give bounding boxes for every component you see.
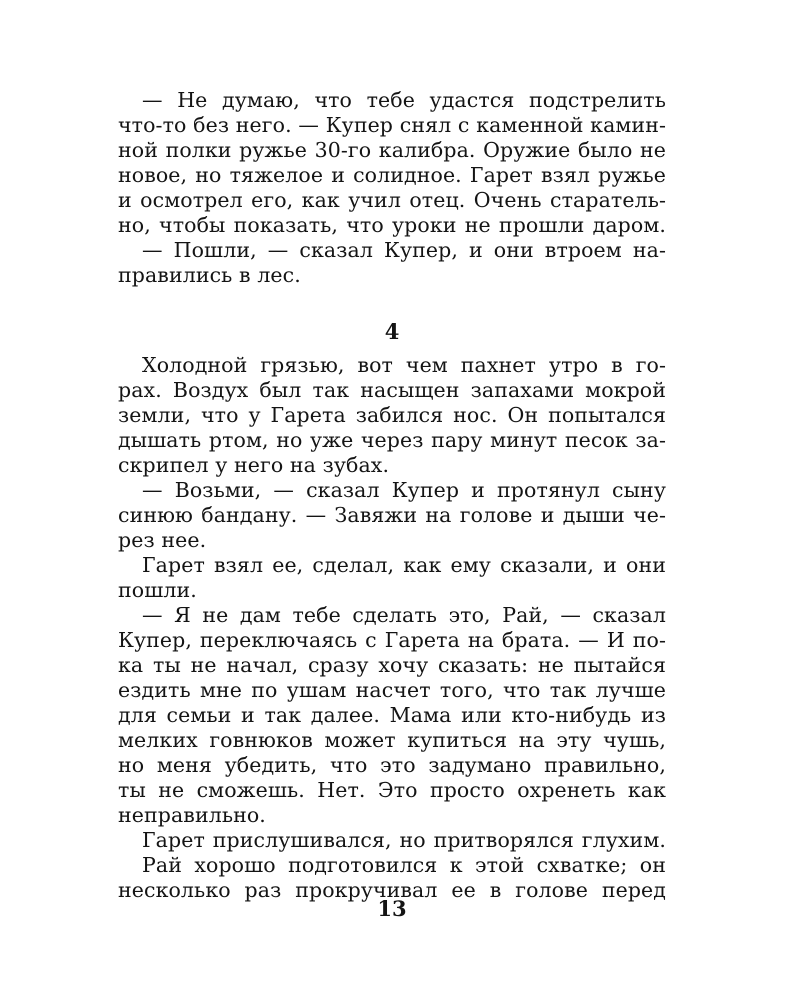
text-line: — Я не дам тебе сделать это, Рай, — сказал xyxy=(142,603,666,627)
text-line: что-то без него. — Купер снял с каменной камин- xyxy=(118,113,666,137)
text-line: Холодной грязью, вот чем пахнет утро в го- xyxy=(142,353,666,377)
book-page xyxy=(118,88,666,921)
text-line: земли, что у Гарета забился нос. Он попытался xyxy=(118,403,666,427)
text-line: ной полки ружье 30-го калибра. Оружие было не xyxy=(118,138,666,162)
chapter-number: 4 xyxy=(384,319,400,344)
text-line: мелких говнюков может купиться на эту чушь, xyxy=(118,728,666,752)
text-block-chapter-4 xyxy=(118,353,666,903)
text-line: — Возьми, — сказал Купер и протянул сыну xyxy=(142,478,666,502)
text-line: синюю бандану. — Завяжи на голове и дыши че- xyxy=(118,503,666,527)
text-line: — Пошли, — сказал Купер, и они втроем на- xyxy=(142,238,666,262)
text-line: Купер, переключаясь с Гарета на брата. — И по- xyxy=(118,628,666,652)
text-line: Гарет взял ее, сделал, как ему сказали, и они xyxy=(142,553,666,577)
text-line: но меня убедить, что это задумано правильно, xyxy=(118,753,666,777)
text-line: пошли. xyxy=(118,578,197,602)
text-line: ка ты не начал, сразу хочу сказать: не пытайся xyxy=(118,653,666,677)
text-line: рез нее. xyxy=(118,528,207,552)
text-line: неправильно. xyxy=(118,803,266,827)
text-line: несколько раз прокручивал ее в голове перед xyxy=(118,878,666,902)
text-line: новое, но тяжелое и солидное. Гарет взял ружье xyxy=(118,163,666,187)
text-line: ты не сможешь. Нет. Это просто охренеть как xyxy=(118,778,666,802)
text-line: Гарет прислушивался, но притворялся глухим. xyxy=(142,828,666,852)
text-block-opening xyxy=(118,88,666,288)
text-line: для семьи и так далее. Мама или кто-нибудь из xyxy=(118,703,666,727)
text-line: скрипел у него на зубах. xyxy=(118,453,390,477)
text-line: ездить мне по ушам насчет того, что так лучше xyxy=(118,678,666,702)
text-line: правились в лес. xyxy=(118,263,301,287)
text-line: но, чтобы показать, что уроки не прошли даром. xyxy=(118,213,666,237)
text-line: рах. Воздух был так насыщен запахами мокрой xyxy=(118,378,666,402)
page-number: 13 xyxy=(377,896,407,921)
text-line: — Не думаю, что тебе удастся подстрелить xyxy=(142,88,666,112)
text-line: и осмотрел его, как учил отец. Очень старатель- xyxy=(118,188,666,212)
text-line: Рай хорошо подготовился к этой схватке; он xyxy=(142,853,666,877)
text-line: дышать ртом, но уже через пару минут песок за- xyxy=(118,428,666,452)
